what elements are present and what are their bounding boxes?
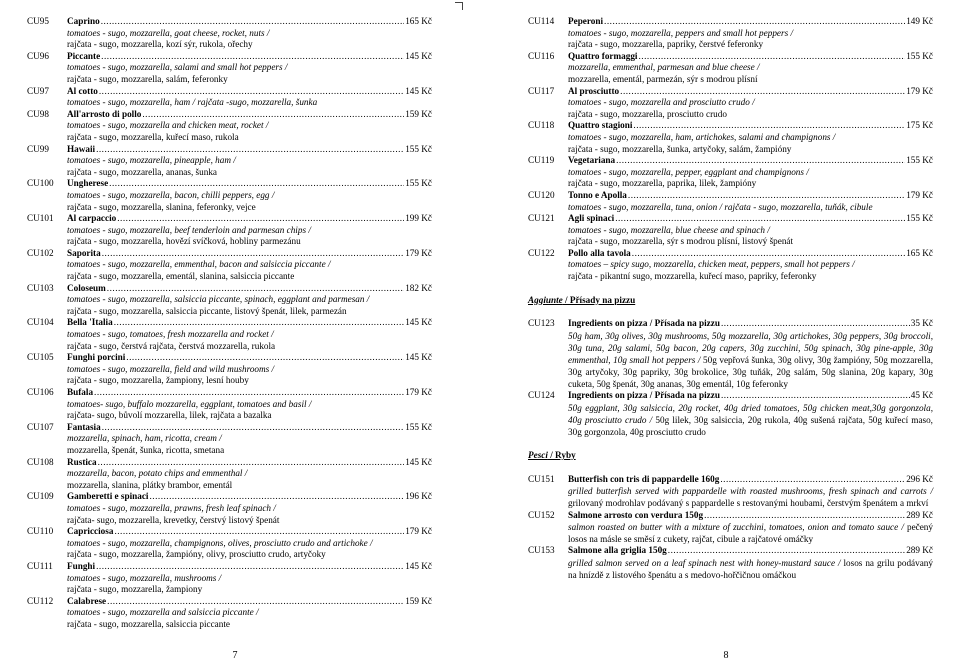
- item-body: [568, 545, 933, 581]
- item-code: CU110: [27, 526, 54, 537]
- item-description: [568, 485, 933, 509]
- description-czech: rajčata - sugo, mozzarella, kuřecí maso, rukola: [67, 131, 239, 142]
- description-english: 50g ham, 30g olives, 30g mushrooms, 50g mozzarella, 30g artichokes, 30g peppers, 30g broccoli, 30g tuna, 20g salami, 50g bacon, 20g capers, 30g zucchini, 50g spinach, 30g pine-apple, 30g emmenthal, 10g small hot peppers /: [568, 330, 933, 366]
- menu-item: [27, 352, 432, 387]
- item-code: CU109: [27, 491, 54, 502]
- dot-leader: [628, 190, 905, 202]
- item-body: [67, 213, 432, 248]
- item-title-line: [67, 144, 432, 156]
- item-name: Capricciosa: [67, 526, 114, 537]
- item-title-line: [568, 474, 933, 486]
- description-czech: mozzarella, ementál, parmezán, sýr s modrou plísní: [568, 73, 758, 84]
- menu-item: [27, 283, 432, 318]
- item-price: 155 Kč: [405, 421, 432, 432]
- item-name: Quattro formaggi: [568, 50, 638, 61]
- description-english: tomatoes - sugo, mozzarella, peppers and small hot peppers /: [568, 27, 793, 38]
- menu-item: [528, 120, 933, 155]
- item-name: Salmone alla griglia 150g: [568, 545, 667, 556]
- item-body: [568, 190, 933, 213]
- item-title-line: [67, 352, 432, 364]
- description-czech: 50g vepřová šunka, 30g olivy, 30g žampióny, 50g mozzarella, 30g artyčoky, 30g papriky, 30g brokolice, 30g tuňák, 20g salám, 50g slanina, 20g kapary, 30g cuketa, 50g špenát, 30g ananas, 30g ementál, 10g feferonky: [568, 355, 933, 390]
- item-body: [568, 510, 933, 546]
- item-name: Bufala: [67, 387, 94, 397]
- item-body: [568, 86, 933, 121]
- item-price: 155 Kč: [405, 178, 432, 189]
- dot-leader: [633, 120, 905, 132]
- description-english: tomatoes - sugo, mozzarella, mushrooms /: [67, 572, 222, 583]
- item-price: 182 Kč: [405, 282, 432, 293]
- item-name: Calabrese: [67, 595, 107, 606]
- item-title-line: [568, 86, 933, 98]
- dot-leader: [101, 51, 404, 63]
- description-czech: rajčata - sugo, mozzarella, papriky, čerstvé feferonky: [568, 39, 764, 50]
- item-title-line: [67, 491, 432, 503]
- item-body: [67, 51, 432, 86]
- item-code: CU114: [528, 16, 555, 26]
- item-price: 159 Kč: [405, 595, 432, 606]
- item-code: CU111: [27, 560, 53, 571]
- item-body: [67, 283, 432, 318]
- description-czech: rajčata - sugo, mozzarella, žampiony: [67, 584, 203, 595]
- additions-list: [528, 318, 933, 438]
- item-price: 179 Kč: [405, 387, 432, 397]
- item-name: Vegetariana: [568, 155, 616, 166]
- item-title-line: [67, 526, 432, 538]
- description-english: tomatoes - sugo, mozzarella, goat cheese, rocket, nuts /: [67, 27, 270, 38]
- description-czech: rajčata - sugo, mozzarella, žampióny, olivy, prosciutto crudo, artyčoky: [67, 549, 326, 560]
- description-czech: rajčata- sugo, bůvolí mozzarella, lilek, rajčata a bazalka: [67, 410, 272, 421]
- description-english: tomatoes - sugo, mozzarella, tuna, onion / rajčata - sugo, mozzarella, tuňák, cibule: [568, 201, 873, 212]
- item-price: 165 Kč: [405, 16, 432, 26]
- page-number: 7: [232, 650, 238, 661]
- item-code: CU96: [27, 50, 49, 61]
- item-title-line: [67, 422, 432, 434]
- item-price: 149 Kč: [906, 16, 933, 26]
- item-title-line: [67, 178, 432, 190]
- description-czech: rajčata - sugo, mozzarella, šunka, artyčoky, salám, žampióny: [568, 143, 792, 154]
- menu-item: [528, 190, 933, 213]
- item-title-line: [568, 155, 933, 167]
- item-name: Quattro stagioni: [568, 120, 633, 131]
- item-name: Gamberetti e spinaci: [67, 491, 149, 502]
- item-title-line: [568, 120, 933, 132]
- dot-leader: [720, 474, 905, 486]
- item-price: 165 Kč: [906, 247, 933, 258]
- description-czech: rajčata - sugo, mozzarella, paprika, lilek, žampióny: [568, 178, 757, 189]
- description-english: mozzarella, spinach, ham, ricotta, cream /: [67, 433, 222, 444]
- item-name: Ingredients on pizza / Přísada na pizzu: [568, 318, 720, 329]
- item-code: CU107: [27, 421, 54, 432]
- menu-item: [528, 16, 933, 51]
- item-body: [568, 16, 933, 51]
- item-body: [67, 561, 432, 596]
- menu-item: [27, 526, 432, 561]
- heading-czech: / Přísady na pizzu: [562, 294, 636, 305]
- description-english: tomatoes – spicy sugo, mozzarella, chicken meat, peppers, small hot peppers /: [568, 259, 855, 270]
- item-body: [568, 155, 933, 190]
- heading-italian: Aggiunte: [528, 294, 563, 305]
- left-menu-list: [27, 16, 432, 630]
- dot-leader: [142, 109, 404, 121]
- item-price: 155 Kč: [906, 213, 933, 224]
- item-description: [568, 330, 933, 390]
- description-czech: rajčata - pikantní sugo, mozzarella, kuřecí maso, papriky, feferonky: [568, 271, 817, 282]
- dot-leader: [721, 390, 910, 402]
- menu-item: [528, 248, 933, 283]
- item-code: CU120: [528, 189, 555, 200]
- item-name: Hawaii: [67, 143, 96, 154]
- item-name: All'arrosto di pollo: [67, 108, 142, 119]
- item-code: CU104: [27, 317, 54, 328]
- item-code: CU102: [27, 247, 54, 258]
- item-price: 155 Kč: [906, 155, 933, 166]
- description-english: tomatoes - sugo, mozzarella, champignons, olives, prosciutto crudo and artichoke /: [67, 537, 373, 548]
- item-price: 289 Kč: [906, 545, 933, 556]
- item-code: CU98: [27, 108, 49, 119]
- dot-leader: [126, 352, 404, 364]
- item-body: [67, 317, 432, 352]
- item-title-line: [568, 51, 933, 63]
- item-name: Caprino: [67, 16, 100, 26]
- dot-leader: [117, 213, 404, 225]
- menu-item: [528, 545, 933, 581]
- item-name: Pollo alla tavola: [568, 247, 631, 258]
- item-body: [568, 318, 933, 390]
- item-price: 179 Kč: [405, 247, 432, 258]
- item-body: [568, 51, 933, 86]
- dot-leader: [704, 510, 905, 522]
- description-czech: losos na grilu podávaný na hnízdě z listového špenátu a s medovo-hořčičnou omáčkou: [568, 557, 933, 581]
- description-english: tomatoes - sugo, mozzarella, pineapple, ham /: [67, 155, 236, 166]
- item-body: [67, 144, 432, 179]
- dot-leader: [604, 16, 905, 28]
- item-title-line: [67, 86, 432, 98]
- description-english: tomatoes - sugo, mozzarella, blue cheese and spinach /: [568, 224, 770, 235]
- item-price: 289 Kč: [906, 509, 933, 520]
- item-body: [67, 109, 432, 144]
- description-english: tomatoes - sugo, mozzarella, emmenthal, bacon and salsiccia piccante /: [67, 259, 331, 270]
- menu-item: [528, 86, 933, 121]
- item-title-line: [568, 318, 933, 330]
- item-body: [568, 120, 933, 155]
- description-english: tomatoes - sugo, mozzarella, bacon, chilli peppers, egg /: [67, 189, 275, 200]
- description-english: tomatoes - sugo, mozzarella and salsiccia piccante /: [67, 607, 259, 618]
- item-title-line: [67, 283, 432, 295]
- description-english: mozzarella, bacon, potato chips and emmenthal /: [67, 468, 248, 479]
- menu-item: [528, 318, 933, 390]
- page-gutter: [466, 0, 494, 669]
- item-price: 145 Kč: [405, 560, 432, 571]
- item-name: Saporita: [67, 247, 101, 258]
- item-title-line: [67, 596, 432, 608]
- item-code: CU105: [27, 352, 54, 363]
- description-czech: rajčata - sugo, mozzarella, hovězí svíčková, hobliny parmezánu: [67, 236, 301, 247]
- dot-leader: [632, 248, 905, 260]
- dot-leader: [107, 283, 404, 295]
- item-name: Butterfish con tris di pappardelle 160g: [568, 473, 720, 484]
- dot-leader: [102, 422, 405, 434]
- pizza-list: [528, 16, 933, 283]
- item-code: CU97: [27, 85, 49, 96]
- menu-item: [27, 422, 432, 457]
- item-body: [67, 86, 432, 109]
- item-code: CU108: [27, 456, 54, 467]
- item-title-line: [568, 213, 933, 225]
- dot-leader: [721, 318, 910, 330]
- item-name: Peperoni: [568, 16, 604, 26]
- dot-leader: [114, 526, 404, 538]
- item-title-line: [67, 248, 432, 260]
- item-code: CU95: [27, 16, 49, 26]
- item-body: [67, 422, 432, 457]
- menu-item: [27, 248, 432, 283]
- item-body: [568, 213, 933, 248]
- item-name: Bella 'Italia: [67, 317, 113, 328]
- item-price: 145 Kč: [405, 456, 432, 467]
- menu-item: [27, 457, 432, 492]
- item-description: [568, 557, 933, 581]
- item-body: [568, 474, 933, 510]
- description-english: tomatoes - sugo, mozzarella, salsiccia piccante, spinach, eggplant and parmesan /: [67, 294, 370, 305]
- item-body: [568, 248, 933, 283]
- item-price: 179 Kč: [405, 526, 432, 537]
- section-heading-fish: [528, 450, 933, 462]
- item-price: 159 Kč: [405, 108, 432, 119]
- item-title-line: [568, 248, 933, 260]
- description-english: grilled salmon served on a leaf spinach nest with honey-mustard sauce /: [568, 557, 844, 568]
- description-czech: rajčata - sugo, mozzarella, kozí sýr, rukola, ořechy: [67, 39, 253, 50]
- menu-item: [27, 178, 432, 213]
- item-title-line: [568, 16, 933, 28]
- menu-item: [27, 561, 432, 596]
- item-name: Funghi porcini: [67, 352, 126, 363]
- description-czech: rajčata - sugo, mozzarella, prosciutto crudo: [568, 108, 727, 119]
- right-menu-list: [528, 16, 933, 581]
- menu-item: [27, 16, 432, 51]
- description-english: salmon roasted on butter with a mixture of zucchini, tomatoes, onion and tomato sauce /: [568, 522, 907, 533]
- item-body: [67, 178, 432, 213]
- item-code: CU122: [528, 247, 555, 258]
- item-body: [67, 387, 432, 422]
- item-code: CU99: [27, 143, 49, 154]
- description-czech: mozzarella, špenát, šunka, ricotta, smetana: [67, 444, 225, 455]
- description-czech: rajčata - sugo, mozzarella, žampiony, lesní houby: [67, 375, 249, 386]
- description-english: grilled butterfish served with pappardelle with roasted mushrooms, fresh spinach and carrots /: [568, 486, 933, 497]
- item-code: CU100: [27, 178, 54, 189]
- description-czech: rajčata - sugo, mozzarella, salám, feferonky: [67, 73, 228, 84]
- description-czech: rajčata - sugo, mozzarella, ananas, šunka: [67, 166, 217, 177]
- description-czech: rajčata - sugo, mozzarella, sýr s modrou plísní, listový špenát: [568, 236, 794, 247]
- description-czech: mozzarella, slanina, plátky brambor, ementál: [67, 479, 233, 490]
- item-title-line: [67, 457, 432, 469]
- dot-leader: [101, 16, 405, 28]
- item-title-line: [67, 387, 432, 399]
- dot-leader: [114, 317, 405, 329]
- description-english: 50g eggplant, 30g salsiccia, 20g rocket, 40g dried tomatoes, 50g chicken meat,30g gorgonzola, 40g prosciutto crudo /: [568, 402, 933, 425]
- item-body: [67, 491, 432, 526]
- dot-leader: [107, 596, 404, 608]
- item-title-line: [67, 51, 432, 63]
- menu-item: [528, 390, 933, 438]
- menu-item: [528, 510, 933, 546]
- heading-italian: Pesci: [528, 450, 548, 461]
- item-title-line: [67, 16, 432, 28]
- item-price: 155 Kč: [906, 50, 933, 61]
- description-czech: rajčata- sugo, mozzarella, krevetky, čerstvý listový špenát: [67, 514, 280, 525]
- item-title-line: [568, 390, 933, 402]
- dot-leader: [620, 86, 905, 98]
- item-code: CU124: [528, 390, 555, 401]
- item-price: 179 Kč: [906, 85, 933, 96]
- item-name: Al prosciutto: [568, 85, 620, 96]
- description-czech: pečený losos na másle se směsí z cukety, rajčat, cibule a rajčatové omáčky: [568, 522, 933, 545]
- item-code: CU118: [528, 120, 555, 131]
- item-body: [67, 248, 432, 283]
- item-code: CU119: [528, 155, 555, 166]
- dot-leader: [109, 178, 404, 190]
- item-price: 145 Kč: [405, 352, 432, 363]
- description-czech: rajčata - sugo, mozzarella, salsiccia piccante, listový špenát, lilek, parmezán: [67, 305, 347, 316]
- left-page: [0, 0, 466, 669]
- item-description: [568, 402, 933, 438]
- description-english: mozzarella, emmenthal, parmesan and blue cheese /: [568, 62, 760, 73]
- item-name: Tonno e Apolla: [568, 189, 627, 200]
- description-czech: rajčata - sugo, mozzarella, salsiccia piccante: [67, 618, 230, 629]
- item-price: 35 Kč: [910, 318, 933, 329]
- fish-list: [528, 474, 933, 581]
- item-title-line: [67, 561, 432, 573]
- menu-item: [27, 144, 432, 179]
- item-name: Al carpaccio: [67, 213, 117, 224]
- description-english: tomatoes - sugo, tomatoes, fresh mozzarella and rocket /: [67, 329, 274, 340]
- item-body: [67, 352, 432, 387]
- item-name: Coloseum: [67, 282, 106, 293]
- item-price: 155 Kč: [405, 143, 432, 154]
- description-english: tomatoes - sugo, mozzarella and prosciutto crudo /: [568, 97, 755, 108]
- item-body: [67, 526, 432, 561]
- item-code: CU106: [27, 387, 54, 397]
- section-heading-additions: [528, 295, 933, 307]
- page-number: 8: [723, 650, 729, 661]
- item-code: CU116: [528, 50, 555, 61]
- item-title-line: [568, 190, 933, 202]
- dot-leader: [150, 491, 405, 503]
- dot-leader: [615, 213, 905, 225]
- item-price: 45 Kč: [910, 390, 933, 401]
- dot-leader: [98, 457, 405, 469]
- item-body: [67, 457, 432, 492]
- item-title-line: [67, 317, 432, 329]
- item-name: Al cotto: [67, 85, 98, 96]
- item-description: [568, 521, 933, 545]
- item-code: CU123: [528, 318, 555, 329]
- item-price: 296 Kč: [906, 473, 933, 484]
- dot-leader: [639, 51, 906, 63]
- dot-leader: [99, 86, 404, 98]
- description-czech: rajčata - sugo, mozzarella, slanina, feferonky, vejce: [67, 201, 256, 212]
- item-code: CU152: [528, 509, 555, 520]
- menu-item: [528, 155, 933, 190]
- dot-leader: [668, 545, 905, 557]
- description-english: tomatoes- sugo, buffalo mozzarella, eggplant, tomatoes and basil /: [67, 398, 312, 409]
- item-code: CU112: [27, 595, 54, 606]
- description-english: tomatoes - sugo, mozzarella, salami and small hot peppers /: [67, 62, 288, 73]
- item-name: Rustica: [67, 456, 97, 467]
- dot-leader: [616, 155, 905, 167]
- heading-czech: / Ryby: [547, 450, 576, 461]
- item-code: CU117: [528, 85, 555, 96]
- item-price: 175 Kč: [906, 120, 933, 131]
- item-price: 179 Kč: [906, 189, 933, 200]
- left-corner-mark: [455, 2, 463, 10]
- item-title-line: [67, 213, 432, 225]
- description-english: tomatoes - sugo, mozzarella, beef tenderloin and parmesan chips /: [67, 224, 311, 235]
- item-name: Funghi: [67, 560, 96, 571]
- menu-item: [27, 387, 432, 422]
- menu-item: [27, 596, 432, 631]
- menu-item: [27, 491, 432, 526]
- item-body: [67, 596, 432, 631]
- dot-leader: [96, 561, 404, 573]
- item-name: Agli spinaci: [568, 213, 615, 224]
- item-code: CU151: [528, 473, 555, 484]
- item-price: 196 Kč: [405, 491, 432, 502]
- item-price: 145 Kč: [405, 50, 432, 61]
- item-code: CU121: [528, 213, 555, 224]
- dot-leader: [96, 144, 404, 156]
- menu-item: [27, 213, 432, 248]
- item-price: 145 Kč: [405, 85, 432, 96]
- item-code: CU153: [528, 545, 555, 556]
- description-english: tomatoes - sugo, mozzarella, ham, artichokes, salami and champignons /: [568, 131, 836, 142]
- item-code: CU101: [27, 213, 54, 224]
- description-czech: 50g lilek, 30g salsiccia, 20g rukola, 40g sušená rajčata, 50g kuřecí maso, 30g gorgonzola, 40g prosciutto crudo: [568, 415, 933, 438]
- menu-item: [27, 51, 432, 86]
- description-english: tomatoes - sugo, mozzarella, pepper, eggplant and champignons /: [568, 166, 809, 177]
- description-english: tomatoes - sugo, mozzarella and chicken meat, rocket /: [67, 120, 269, 131]
- item-title-line: [568, 510, 933, 522]
- menu-item: [528, 213, 933, 248]
- item-body: [568, 390, 933, 438]
- item-body: [67, 16, 432, 51]
- right-page: [494, 0, 960, 669]
- item-name: Salmone arrosto con verdura 150g: [568, 509, 704, 520]
- dot-leader: [102, 248, 405, 260]
- menu-item: [27, 109, 432, 144]
- menu-item: [528, 51, 933, 86]
- description-english: tomatoes - sugo, mozzarella, ham / rajčata -sugo, mozzarella, šunka: [67, 97, 318, 108]
- item-name: Ungherese: [67, 178, 109, 189]
- menu-item: [528, 474, 933, 510]
- description-czech: rajčata - sugo, čerstvá rajčata, čerstvá mozzarella, rukola: [67, 340, 276, 351]
- item-name: Ingredients on pizza / Přísada na pizzu: [568, 390, 720, 401]
- item-price: 199 Kč: [405, 213, 432, 224]
- menu-item: [27, 86, 432, 109]
- menu-item: [27, 317, 432, 352]
- item-code: CU103: [27, 282, 54, 293]
- description-english: tomatoes - sugo, mozzarella, prawns, fresh leaf spinach /: [67, 502, 276, 513]
- item-name: Piccante: [67, 50, 101, 61]
- description-czech: grilovaný modrohlav podávaný s pappardelle s restovanými houbami, čerstvým špenátem a mrkví: [568, 498, 929, 509]
- item-name: Fantasia: [67, 421, 101, 432]
- item-price: 145 Kč: [405, 317, 432, 328]
- dot-leader: [94, 387, 404, 399]
- item-title-line: [67, 109, 432, 121]
- item-title-line: [568, 545, 933, 557]
- description-czech: rajčata - sugo, mozzarella, ementál, slanina, salsiccia piccante: [67, 271, 295, 282]
- description-english: tomatoes - sugo, mozzarella, field and wild mushrooms /: [67, 363, 275, 374]
